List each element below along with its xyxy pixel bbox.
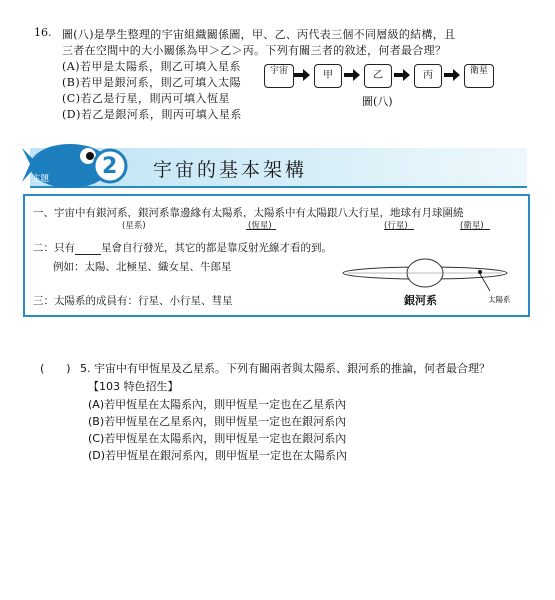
summary-line-1-sub-satellite: (衛星) <box>460 221 484 231</box>
arrow-icon <box>344 69 360 81</box>
summary-line-1-sub-planet: (行星) <box>384 221 408 231</box>
flow-box-yi: 乙 <box>364 64 392 88</box>
question-16-option-a: (A)若甲是太陽系，則乙可填入星系 <box>62 60 242 73</box>
theme-title: 宇宙的基本架構 <box>153 159 308 181</box>
blank-underline <box>246 229 276 230</box>
question-5-stem: 5. 宇宙中有甲恆星及乙星系。下列有關兩者與太陽系、銀河系的推論，何者最合理？ <box>80 362 490 375</box>
summary-line-2-rest: 星會自行發光，其它的都是靠反射光線才看的到。 <box>101 242 332 254</box>
galaxy-label: 銀河系 <box>404 294 437 307</box>
arrow-icon <box>294 69 310 81</box>
figure-caption: 圖(八) <box>362 95 393 108</box>
summary-line-3: 例如：太陽、北極星、織女星、牛郎星 <box>53 261 232 273</box>
summary-line-4: 三：太陽系的成員有：行星、小行星、彗星 <box>33 295 233 307</box>
flow-box-bing: 丙 <box>414 64 442 88</box>
question-16-stem-line1: 圖(八)是學生整理的宇宙組織關係圖，甲、乙、丙代表三個不同層級的結構，且 <box>62 28 456 41</box>
blank-underline <box>75 242 101 255</box>
arrow-icon <box>394 69 410 81</box>
solar-system-label: 太陽系 <box>488 295 511 304</box>
question-16-stem-line2: 三者在空間中的大小關係為甲＞乙＞丙。下列有關三者的敘述，何者最合理？ <box>62 44 447 57</box>
question-5-option-a: (A)若甲恆星在太陽系內，則甲恆星一定也在乙星系內 <box>88 398 347 411</box>
question-5-option-b: (B)若甲恆星在乙星系內，則甲恆星一定也在銀河系內 <box>88 415 347 428</box>
question-5-option-d: (D)若甲恆星在銀河系內，則甲恆星一定也在太陽系內 <box>88 449 348 462</box>
blank-underline <box>460 229 490 230</box>
arrow-icon <box>444 69 460 81</box>
flow-box-jia: 甲 <box>314 64 342 88</box>
question-16-option-d: (D)若乙是銀河系，則丙可填入星系 <box>62 108 242 121</box>
question-5-source: 【103 特色招生】 <box>88 380 179 393</box>
question-16-number: 16. <box>34 26 52 39</box>
question-16-option-c: (C)若乙是行星，則丙可填入恆星 <box>62 92 230 105</box>
flow-box-satellite: 衛星 <box>464 64 494 88</box>
flow-box-universe: 宇宙 <box>264 64 294 88</box>
summary-line-1: 一、宇宙中有銀河系，銀河系靠邊緣有太陽系，太陽系中有太陽跟八大行星，地球有月球圍繞 <box>33 207 464 219</box>
galaxy-diagram <box>340 255 510 293</box>
summary-line-1-sub-galaxy: (星系) <box>122 221 146 231</box>
theme-badge-number: 2 <box>102 154 118 179</box>
question-16-option-b: (B)若甲是銀河系，則乙可填入太陽 <box>62 76 242 89</box>
theme-badge-label: 主題 <box>32 174 50 184</box>
summary-line-2-prefix: 二：只有 <box>33 242 75 254</box>
blank-underline <box>384 229 414 230</box>
summary-line-2 <box>33 240 332 255</box>
question-5-option-c: (C)若甲恆星在太陽系內，則甲恆星一定也在銀河系內 <box>88 432 347 445</box>
question-5-answer-paren: ( ) <box>40 362 71 375</box>
summary-line-1-sub-star: (恆星) <box>248 221 272 231</box>
